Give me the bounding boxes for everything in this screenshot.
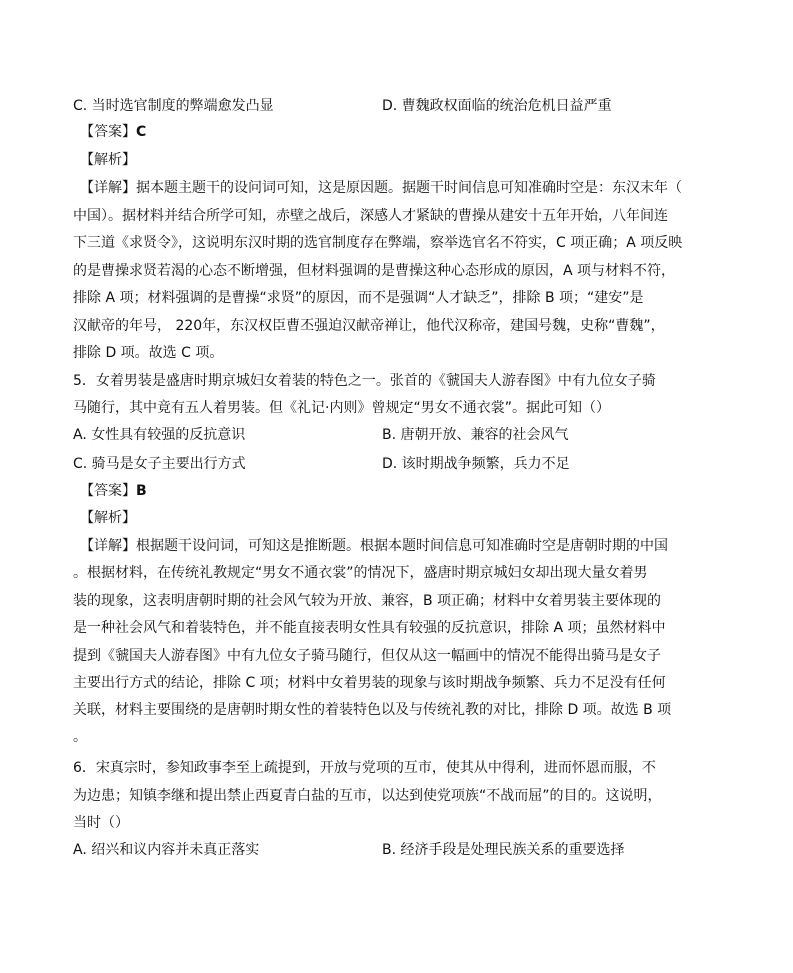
q4-detail-line-2: 中国）。据材料并结合所学可知，赤壁之战后，深感人才紧缺的曹操从建安十五年开始，八年间连 [73,208,668,224]
q6-stem-line-3: 当时（） [73,815,129,831]
q5-answer [80,481,147,501]
q5-detail-line-7: 关联，材料主要围绕的是唐朝时期女性的着装特色以及与传统礼教的对比，排除 D 项。故选 B 项 [73,702,672,718]
q5-stem-line-1: 5．女着男装是盛唐时期京城妇女着装的特色之一。张首的《虢国夫人游春图》中有九位女子骑 [73,373,656,389]
q5-answer-value: B [136,483,147,499]
q5-detail-label: 【详解】 [80,538,136,554]
q5-option-d: D. 该时期战争频繁，兵力不足 [382,456,570,472]
q5-option-c: C. 骑马是女子主要出行方式 [73,456,246,472]
q5-option-a: A. 女性具有较强的反抗意识 [73,427,246,443]
q4-answer [80,122,146,142]
q4-option-c: C. 当时选官制度的弊端愈发凸显 [73,98,274,114]
q4-analysis-header: 【解析】 [80,152,136,168]
q6-stem-line-2: 为边患；知镇李继和提出禁止西夏青白盐的互市，以达到使党项族“不战而屈”的目的。这说明， [73,788,662,804]
q4-detail-line-1: 【详解】据本题主题干的设问词可知，这是原因题。据题干时间信息可知准确时空是：东汉末年（ [80,180,682,196]
q4-detail-line-7: 排除 D 项。故选 C 项。 [73,345,224,361]
q4-option-d: D. 曹魏政权面临的统治危机日益严重 [382,98,612,114]
q5-detail-line-6: 主要出行方式的结论，排除 C 项；材料中女着男装的现象与该时期战争频繁、兵力不足没有任何 [73,675,666,691]
q5-analysis-header: 【解析】 [80,510,136,526]
q5-option-b: B. 唐朝开放、兼容的社会风气 [382,427,569,443]
q6-stem-line-1: 6．宋真宗时，参知政事李至上疏提到，开放与党项的互市，使其从中得利，进而怀恩而服，不 [73,760,656,776]
q6-option-a: A. 绍兴和议内容并未真正落实 [73,842,260,858]
q5-detail-line-8: 。 [73,729,87,745]
q4-detail-line-3: 下三道《求贤令》，这说明东汉时期的选官制度存在弊端，察举选官名不符实，C 项正确；A 项反映 [73,235,683,251]
q5-detail-line-3: 装的现象，这表明唐朝时期的社会风气较为开放、兼容，B 项正确；材料中女着男装主要体现的 [73,593,662,609]
q4-answer-label: 【答案】 [80,124,136,140]
q5-detail-line-5: 提到《虢国夫人游春图》中有九位女子骑马随行，但仅从这一幅画中的情况不能得出骑马是女子 [73,648,661,664]
q4-detail-label: 【详解】 [80,180,136,196]
q5-stem-line-2: 马随行，其中竟有五人着男装。但《礼记·内则》曾规定“男女不通衣裳”。据此可知（） [73,400,610,416]
q5-detail-line-4: 是一种社会风气和着装特色，并不能直接表明女性具有较强的反抗意识，排除 A 项；虽然材料中 [73,620,666,636]
q4-detail-line-5: 排除 A 项；材料强调的是曹操“求贤”的原因，而不是强调“人才缺乏”，排除 B 项；“建安”是 [73,290,644,306]
q4-detail-line-6: 汉献帝的年号， 220年，东汉权臣曹丕强迫汉献帝禅让，他代汉称帝，建国号魏，史称“曹魏”， [73,318,665,334]
q4-answer-value: C [136,124,147,140]
q4-detail-line-4: 的是曹操求贤若渴的心态不断增强，但材料强调的是曹操这种心态形成的原因，A 项与材料不符， [73,263,676,279]
q5-detail-line-2: 。根据材料，在传统礼教规定“男女不通衣裳”的情况下，盛唐时期京城妇女却出现大量女着男 [73,565,648,581]
q5-answer-label: 【答案】 [80,483,136,499]
q6-option-b: B. 经济手段是处理民族关系的重要选择 [382,842,625,858]
q5-detail-line-1: 【详解】根据题干设问词，可知这是推断题。根据本题时间信息可知准确时空是唐朝时期的中国 [80,538,668,554]
